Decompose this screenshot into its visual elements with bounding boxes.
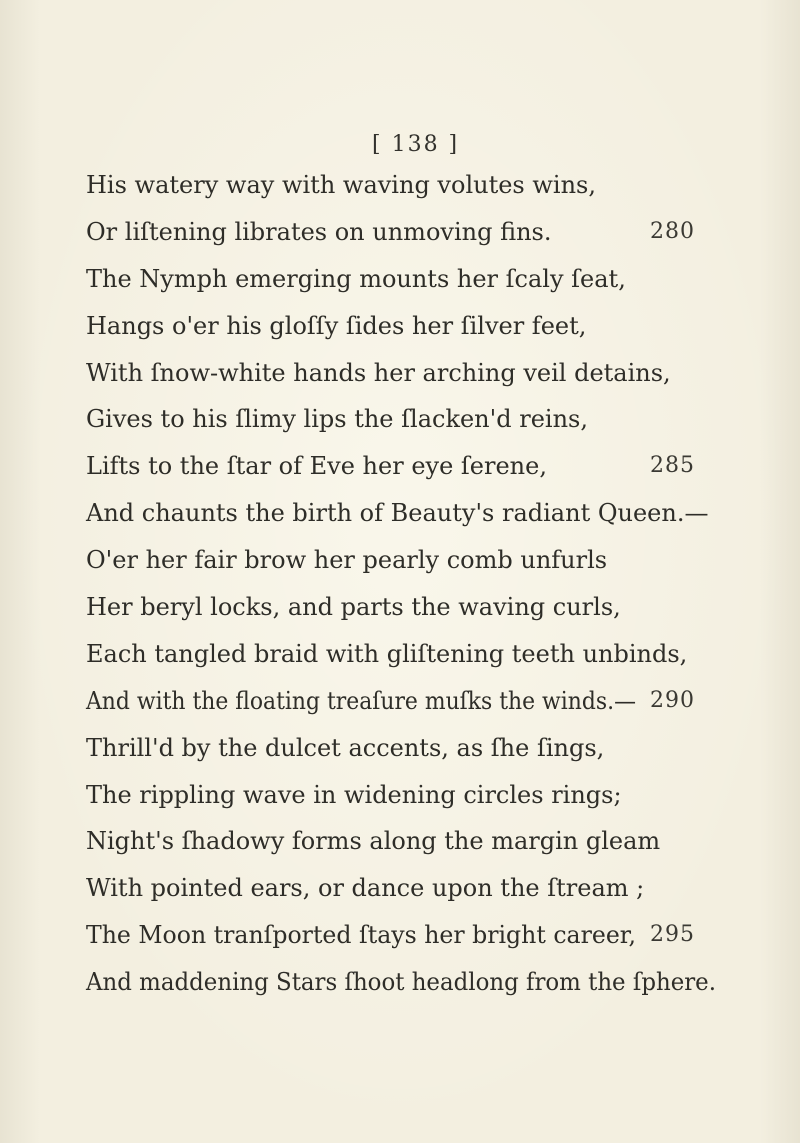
verse-line-text: And chaunts the birth of Beauty's radiant Queen.— bbox=[86, 499, 709, 528]
verse-line-text: With ſnow-white hands her arching veil detains, bbox=[86, 358, 671, 387]
poem-verse bbox=[86, 162, 726, 1006]
verse-line-text: His watery way with waving volutes wins, bbox=[86, 171, 596, 199]
verse-line-text: O'er her fair brow her pearly comb unfurls bbox=[86, 546, 608, 575]
verse-line-text: Hangs o'er his gloſſy ſides her ſilver feet, bbox=[86, 311, 587, 340]
verse-line bbox=[86, 959, 726, 1006]
verse-line bbox=[86, 631, 726, 678]
line-number: 290 bbox=[650, 687, 695, 713]
verse-line bbox=[86, 162, 726, 209]
verse-line-text: Each tangled braid with gliſtening teeth unbinds, bbox=[86, 639, 688, 668]
verse-line bbox=[86, 396, 726, 443]
verse-line-text: Her beryl locks, and parts the waving curls, bbox=[86, 593, 621, 622]
verse-line-text: The Moon tranſported ſtays her bright career, bbox=[86, 921, 636, 950]
verse-line-text: Lifts to the ſtar of Eve her eye ſerene, bbox=[86, 452, 547, 481]
verse-line-text: And with the floating treaſure muſks the winds.— bbox=[86, 686, 636, 715]
verse-line bbox=[86, 256, 726, 303]
verse-line-text: And maddening Stars ſhoot headlong from the ſphere. bbox=[86, 968, 717, 997]
verse-line bbox=[86, 303, 726, 350]
verse-line bbox=[86, 725, 726, 772]
verse-line bbox=[86, 350, 726, 397]
verse-line bbox=[86, 818, 726, 865]
line-number: 280 bbox=[650, 218, 695, 244]
verse-line bbox=[86, 443, 726, 490]
verse-line-text: Or liſtening librates on unmoving fins. bbox=[86, 217, 552, 246]
verse-line bbox=[86, 490, 726, 537]
verse-line bbox=[86, 912, 726, 959]
verse-line bbox=[86, 209, 726, 256]
verse-line bbox=[86, 584, 726, 631]
verse-line bbox=[86, 772, 726, 819]
verse-line bbox=[86, 678, 726, 725]
verse-line bbox=[86, 537, 726, 584]
verse-line-text: Thrill'd by the dulcet accents, as ſhe ſings, bbox=[86, 733, 605, 762]
verse-line bbox=[86, 865, 726, 912]
verse-line-text: The rippling wave in widening circles rings; bbox=[86, 780, 622, 809]
verse-line-text: Night's ſhadowy forms along the margin gleam bbox=[86, 827, 661, 856]
verse-line-text: Gives to his ſlimy lips the ſlacken'd reins, bbox=[86, 405, 588, 434]
line-number: 285 bbox=[650, 453, 695, 479]
verse-line-text: The Nymph emerging mounts her ſcaly ſeat, bbox=[86, 264, 626, 293]
verse-line-text: With pointed ears, or dance upon the ſtream ; bbox=[86, 874, 645, 903]
line-number: 295 bbox=[650, 922, 695, 948]
page-number: [ 138 ] bbox=[372, 132, 460, 157]
